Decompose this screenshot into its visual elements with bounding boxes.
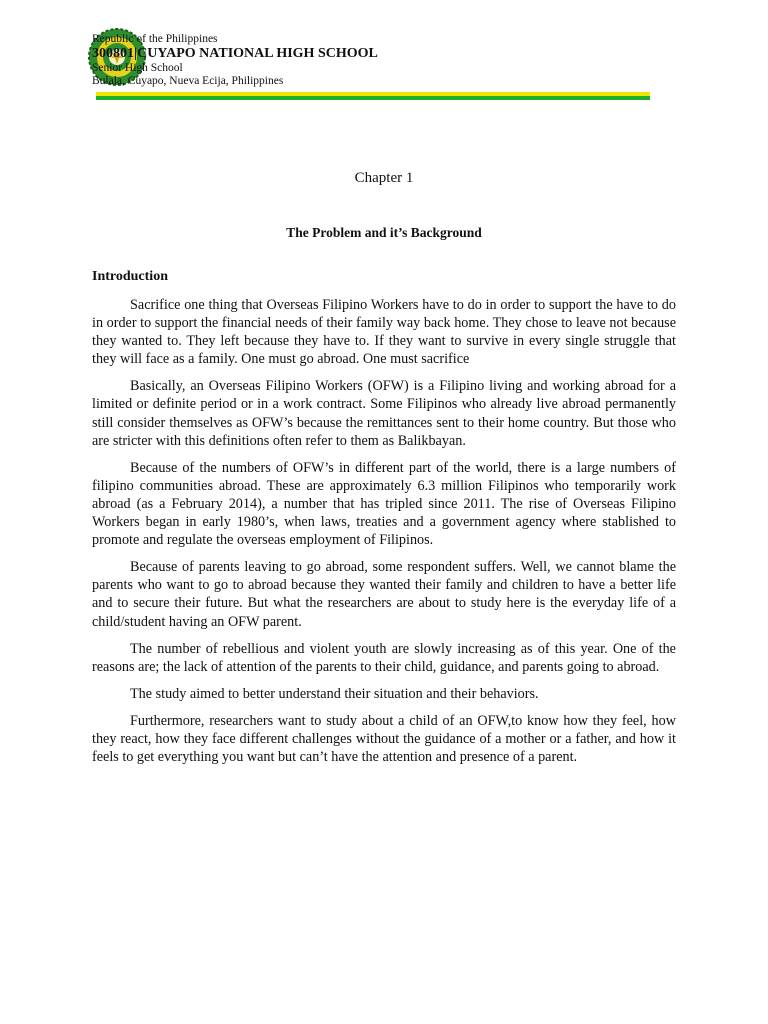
paragraph: The number of rebellious and violent youth are slowly increasing as of this year. One of the reasons are; the lack of attention of the parents to their child, guidance, and parents going to abroad. bbox=[92, 640, 676, 675]
paragraph: Basically, an Overseas Filipino Workers (OFW) is a Filipino living and working abroad for a limited or definite period or in a work contract. Some Filipinos who already live abroad permanently still consider themselves as OFW’s because the remittances sent to their home country. But those who are stricter with this definitions often refer to them as Balikbayan. bbox=[92, 378, 676, 449]
header-republic: Republic of the Philippines bbox=[92, 33, 218, 45]
header-school-name: 300801|CUYAPO NATIONAL HIGH SCHOOL bbox=[92, 46, 378, 61]
header-division: Senior High School bbox=[92, 62, 183, 74]
header-address: Bulala, Cuyapo, Nueva Ecija, Philippines bbox=[92, 75, 284, 87]
document-body bbox=[92, 296, 676, 775]
paragraph: Furthermore, researchers want to study about a child of an OFW,to know how they feel, how they react, how they face different challenges without the guidance of a mother or a father, and how it feels to get everything you want but can’t have the attention and presence of a parent. bbox=[92, 712, 676, 766]
section-heading-introduction: Introduction bbox=[92, 269, 168, 284]
header-stripe-green bbox=[96, 96, 650, 100]
paragraph: Because of the numbers of OFW’s in different part of the world, there is a large numbers of filipino communities abroad. These are approximately 6.3 million Filipinos who temporarily work abroad (as a February 2014), a number that has tripled since 2011. The rise of Overseas Filipino Workers began in early 1980’s, when laws, treaties and a government agency where stablished to promote and regulate the overseas employment of Filipinos. bbox=[92, 459, 676, 549]
paragraph: Sacrifice one thing that Overseas Filipino Workers have to do in order to support the have to do in order to support the financial needs of their family way back home. They chose to leave not because they wanted to. They left because they have to. If they want to survive in every single struggle that they will face as a family. One must go abroad. One must sacrifice bbox=[92, 297, 676, 368]
document-title: The Problem and it’s Background bbox=[286, 225, 482, 240]
paragraph: The study aimed to better understand their situation and their behaviors. bbox=[130, 685, 539, 702]
chapter-heading: Chapter 1 bbox=[354, 170, 414, 186]
paragraph: Because of parents leaving to go abroad, some respondent suffers. Well, we cannot blame the parents who want to go to abroad because they wanted their family and children to have a better life and to secure their future. But what the researchers are about to study here is the everyday life of a child/student having an OFW parent. bbox=[92, 559, 676, 630]
